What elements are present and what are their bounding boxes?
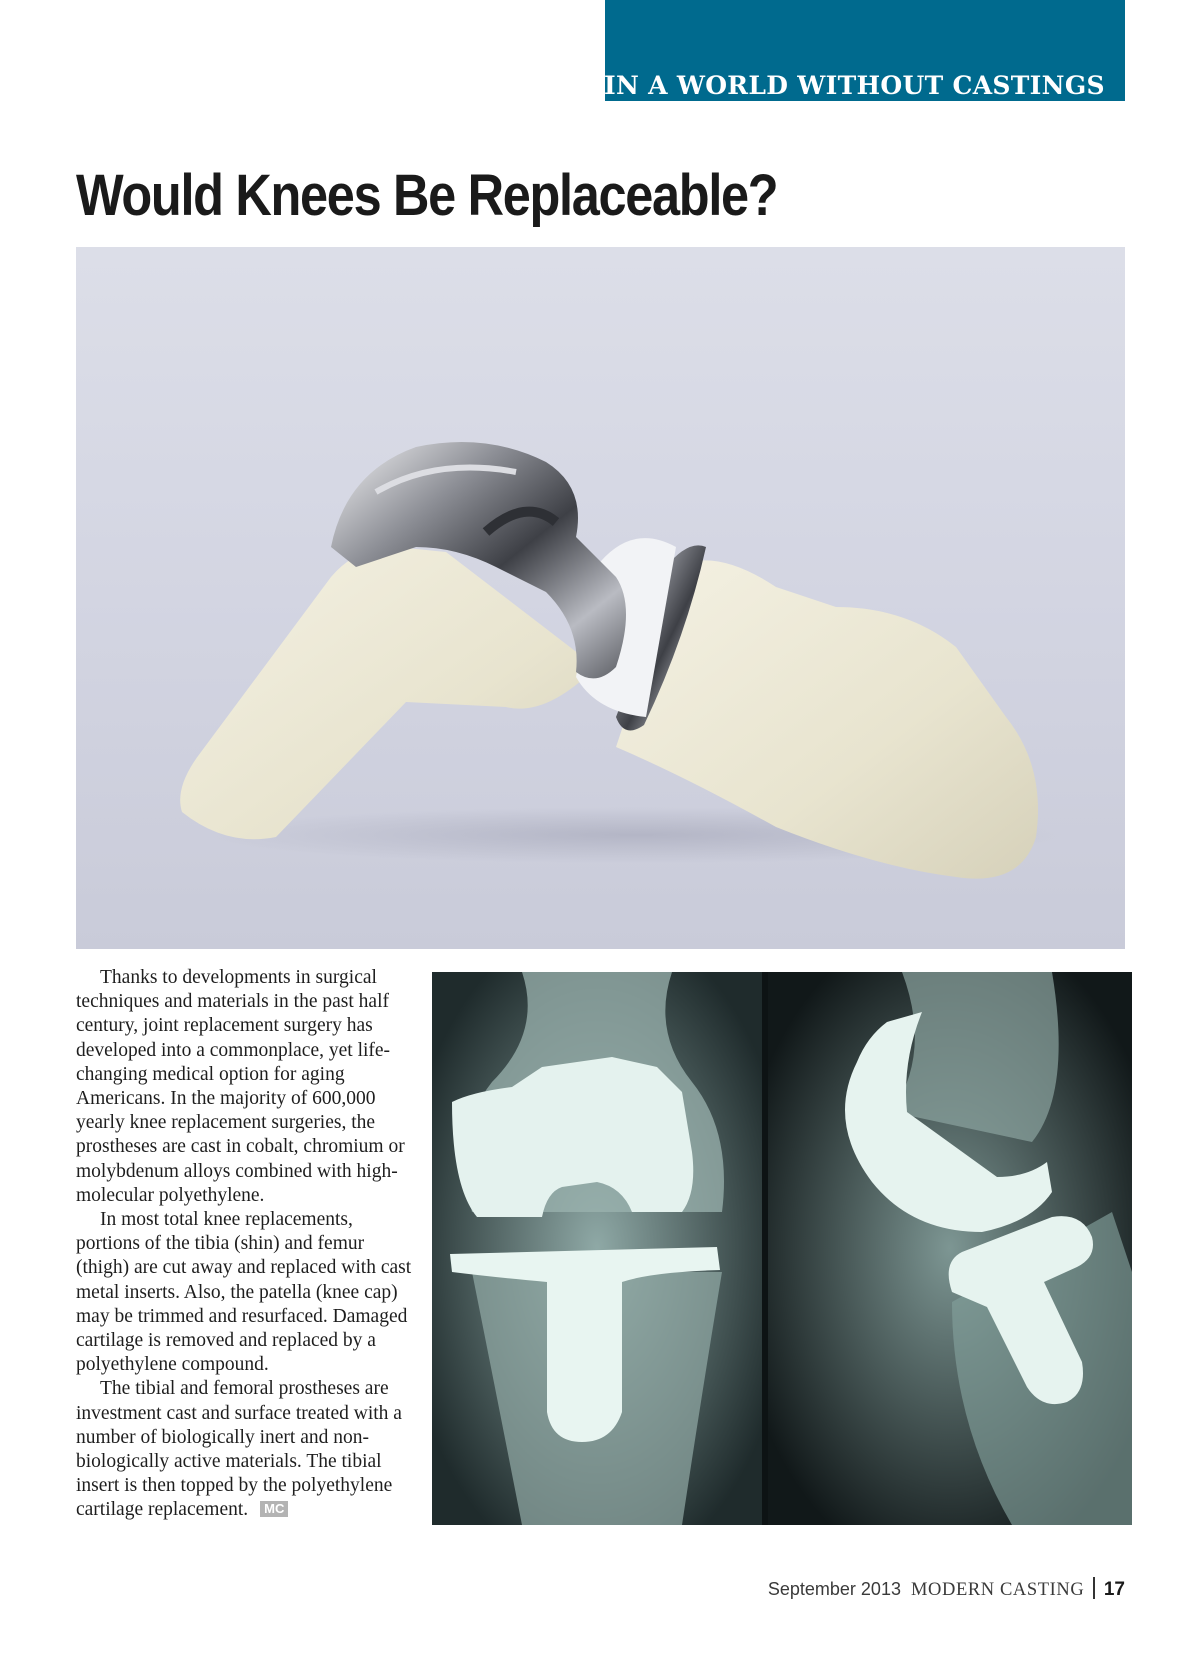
- section-label: IN A WORLD WITHOUT CASTINGS: [604, 71, 1105, 100]
- end-mark: MC: [260, 1501, 288, 1517]
- headline: Would Knees Be Replaceable?: [76, 163, 778, 228]
- footer-divider: [1093, 1577, 1095, 1599]
- footer-magazine: MODERN CASTING: [910, 1580, 1085, 1600]
- body-paragraph-text: The tibial and femoral prostheses are investment cast and surface treated with a number of biologically inert and non-biologically active materials. The tibial insert is then topped by the polyethylene cartilage replacement.: [76, 1378, 402, 1521]
- body-paragraph: In most total knee replacements, portions of the tibia (shin) and femur (thigh) are cut away and replaced with cast metal inserts. Also, the patella (knee cap) may be trimmed and resurfaced. Damaged cartilage is removed and replaced by a polyethylene compound.: [76, 1209, 412, 1376]
- knee-replacement-xray-photo: [432, 972, 1132, 1525]
- footer-date: September 2013: [767, 1579, 901, 1599]
- body-paragraph: Thanks to developments in surgical techniques and materials in the past half century, joint replacement surgery has developed into a commonplace, yet life-changing medical option for aging Americans. In the majority of 600,000 yearly knee replacement surgeries, the prostheses are cast in cobalt, chromium or molybdenum alloys combined with high-molecular polyethylene.: [76, 967, 405, 1206]
- page-footer: [768, 1577, 1125, 1602]
- page-number: 17: [1103, 1579, 1125, 1600]
- body-paragraph: [76, 1377, 414, 1522]
- article-body: [76, 966, 414, 1523]
- knee-implant-model-photo: [76, 247, 1125, 949]
